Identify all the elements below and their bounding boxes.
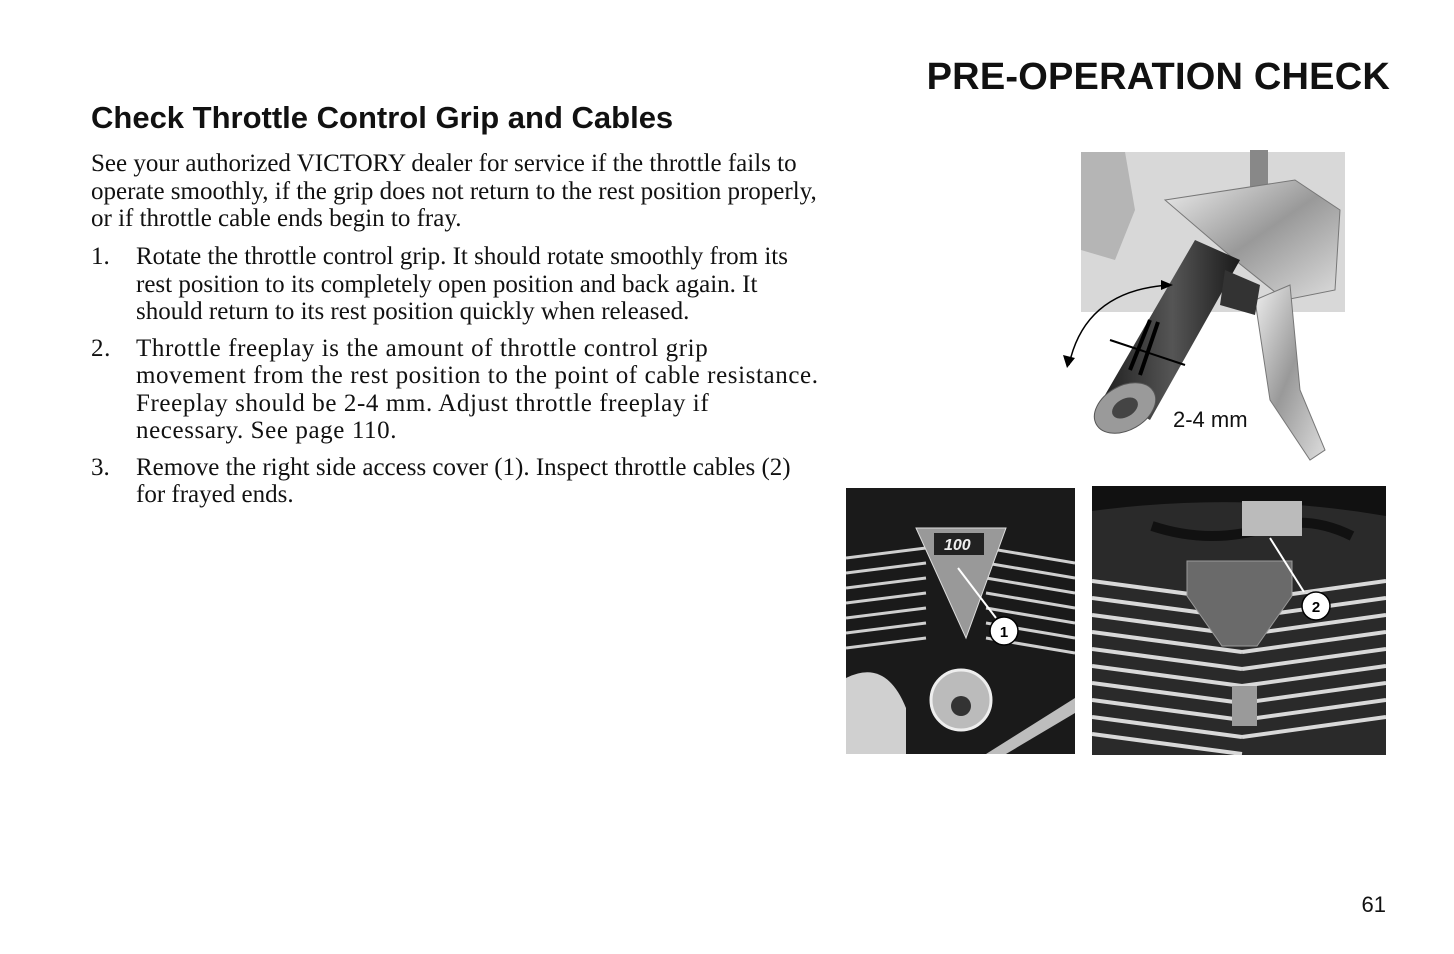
step-item (91, 335, 821, 445)
section-title: Check Throttle Control Grip and Cables (91, 100, 674, 135)
step-text: Throttle freeplay is the amount of throttle control grip movement from the rest position to the point of cable resistance. Freeplay should be 2-4 mm. Adjust throttle freeplay if necessary. See page 110. (136, 334, 819, 444)
intro-paragraph: See your authorized VICTORY dealer for service if the throttle fails to operate smoothly, if the grip does not return to the rest position properly, or if throttle cable ends begin to fray. (91, 150, 817, 232)
page-header-title: PRE-OPERATION CHECK (926, 56, 1390, 98)
page-number: 61 (1361, 892, 1386, 917)
steps-list (91, 243, 821, 518)
callout-2: 2 (1311, 599, 1321, 616)
freeplay-label: 2-4 mm (1173, 407, 1248, 432)
step-text: Remove the right side access cover (1). Inspect throttle cables (2) for frayed ends. (136, 453, 791, 508)
step-text: Rotate the throttle control grip. It should rotate smoothly from its rest position to its completely open position and back again. It should return to its rest position quickly when released. (136, 243, 788, 325)
svg-text:100: 100 (944, 537, 971, 554)
throttle-cables-figure (1092, 486, 1386, 755)
callout-1: 1 (999, 624, 1009, 641)
throttle-grip-figure (1055, 150, 1355, 470)
engine-cover-figure (846, 488, 1075, 754)
step-item (91, 243, 821, 326)
step-item (91, 454, 821, 509)
step-number: 3. (91, 453, 110, 481)
step-number: 2. (91, 334, 111, 362)
step-number: 1. (91, 243, 110, 270)
